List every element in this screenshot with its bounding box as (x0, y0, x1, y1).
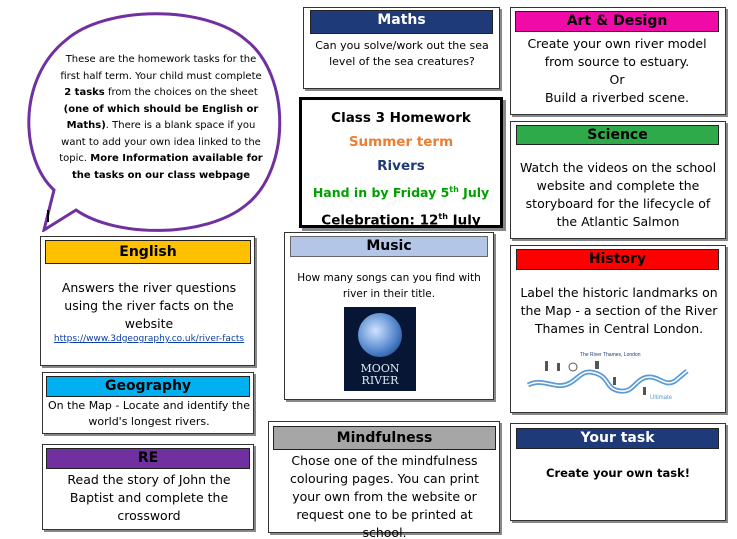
panel-topic: Rivers (377, 158, 425, 174)
your-task-header: Your task (516, 428, 719, 449)
panel-title: Class 3 Homework (331, 110, 471, 126)
album-title: MOON RIVER (360, 362, 400, 387)
map-logo-text: Ultimate (650, 395, 673, 401)
moon-image (358, 313, 402, 357)
english-text: Answers the river questions using the river facts on the website (61, 280, 237, 331)
music-header: Music (290, 236, 488, 257)
your-task-text: Create your own task! (546, 466, 690, 480)
maths-header: Maths (310, 10, 493, 34)
science-header: Science (516, 125, 719, 145)
science-text: Watch the videos on the school website and complete the storyboard for the lifecycle of the Atlantic Salmon (519, 160, 717, 229)
english-link-wrap (46, 332, 252, 346)
history-text: Label the historic landmarks on the Map - a section of the River Thames in Central London. (520, 285, 718, 336)
text-cursor (47, 210, 49, 222)
art-design-header: Art & Design (515, 11, 719, 32)
panel-celebration: Celebration: 12th July (321, 212, 481, 229)
history-header: History (516, 249, 719, 270)
panel-hand-in: Hand in by Friday 5th July (312, 185, 490, 201)
map-title: The River Thames, London (580, 352, 641, 358)
intro-text: These are the homework tasks for the first half term. Your child must complete 2 tasks from the choices on the sheet (one of which should be English or Maths). There is a blank space if you want to add your own idea linked to the topic. More Information available for the tasks on our class webpage (59, 54, 263, 181)
thames-map-image (525, 347, 690, 409)
english-header: English (45, 240, 251, 264)
intro-speech-bubble (6, 10, 284, 232)
mindfulness-text: Chose one of the mindfulness colouring pages. You can print your own from the website or request one to be printed at school. (289, 453, 479, 539)
thames-map-graphic (525, 347, 690, 409)
re-header: RE (46, 448, 250, 469)
art-design-text: Create your own river model from source to estuary. Or Build a riverbed scene. (527, 36, 707, 105)
english-river-facts-link[interactable]: https://www.3dgeography.co.uk/river-facts (53, 334, 245, 344)
geography-header: Geography (46, 376, 250, 397)
mindfulness-header: Mindfulness (273, 426, 496, 450)
moon-river-album-image (344, 307, 416, 391)
class-homework-panel (299, 97, 503, 228)
maths-text: Can you solve/work out the sea level of the sea creatures? (315, 39, 489, 68)
music-text: How many songs can you find with river in their title. (297, 272, 481, 300)
panel-term: Summer term (348, 134, 454, 150)
re-text: Read the story of John the Baptist and complete the crossword (67, 472, 231, 523)
geography-text: On the Map - Locate and identify the world's longest rivers. (48, 399, 250, 428)
